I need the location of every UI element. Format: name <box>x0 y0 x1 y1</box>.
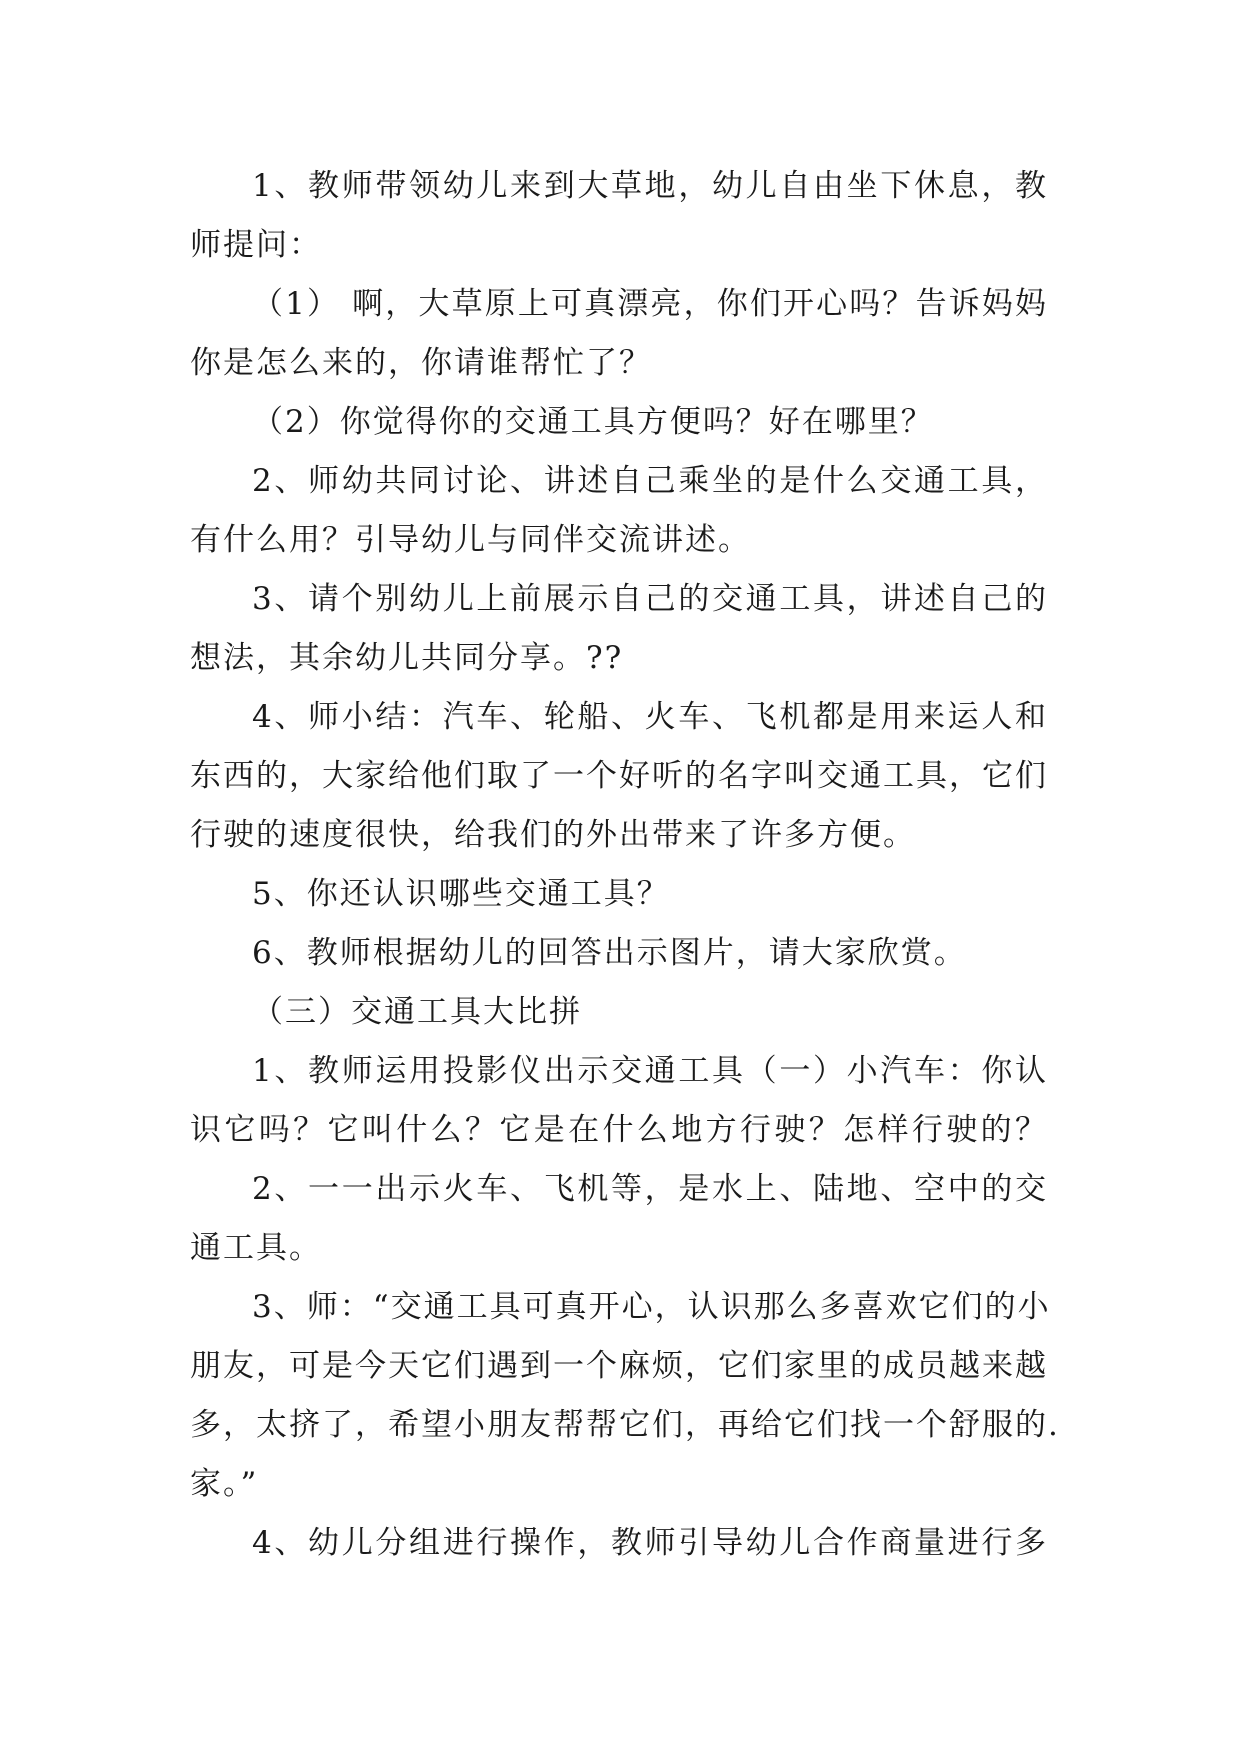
paragraph-line: （2）你觉得你的交通工具方便吗？好在哪里？ <box>252 404 934 440</box>
section-heading: （三）交通工具大比拼 <box>252 994 582 1030</box>
paragraph-line: 想法，其余幼儿共同分享。?? <box>190 640 624 676</box>
paragraph-line: 6、教师根据幼儿的回答出示图片，请大家欣赏。 <box>252 935 967 971</box>
paragraph-line: 1、教师带领幼儿来到大草地，幼儿自由坐下休息，教 <box>252 168 1048 204</box>
paragraph-line: 4、幼儿分组进行操作，教师引导幼儿合作商量进行多 <box>252 1525 1048 1561</box>
paragraph-line: 3、请个别幼儿上前展示自己的交通工具，讲述自己的 <box>252 581 1048 617</box>
paragraph-line: 通工具。 <box>190 1230 322 1266</box>
paragraph-line: 你是怎么来的，你请谁帮忙了？ <box>190 345 652 381</box>
paragraph-line: 朋友，可是今天它们遇到一个麻烦，它们家里的成员越来越 <box>190 1348 1048 1384</box>
paragraph-line: 家。” <box>190 1466 259 1502</box>
paragraph-line: 多，太挤了，希望小朋友帮帮它们，再给它们找一个舒服的. <box>190 1407 1060 1443</box>
paragraph-line: 识它吗？它叫什么？它是在什么地方行驶？怎样行驶的？ <box>190 1112 1048 1148</box>
paragraph-line: 1、教师运用投影仪出示交通工具（一）小汽车：你认 <box>252 1053 1048 1089</box>
paragraph-line: 4、师小结：汽车、轮船、火车、飞机都是用来运人和 <box>252 699 1048 735</box>
paragraph-line: 有什么用？引导幼儿与同伴交流讲述。 <box>190 522 751 558</box>
paragraph-line: 5、你还认识哪些交通工具？ <box>252 876 670 912</box>
paragraph-line: 3、师：“交通工具可真开心，认识那么多喜欢它们的小 <box>252 1289 1051 1325</box>
paragraph-line: （1） 啊，大草原上可真漂亮，你们开心吗？告诉妈妈 <box>252 286 1048 322</box>
paragraph-line: 2、师幼共同讨论、讲述自己乘坐的是什么交通工具， <box>252 463 1048 499</box>
paragraph-line: 师提问： <box>190 227 322 263</box>
paragraph-line: 东西的，大家给他们取了一个好听的名字叫交通工具，它们 <box>190 758 1048 794</box>
paragraph-line: 2、一一出示火车、飞机等，是水上、陆地、空中的交 <box>252 1171 1048 1207</box>
paragraph-line: 行驶的速度很快，给我们的外出带来了许多方便。 <box>190 817 916 853</box>
